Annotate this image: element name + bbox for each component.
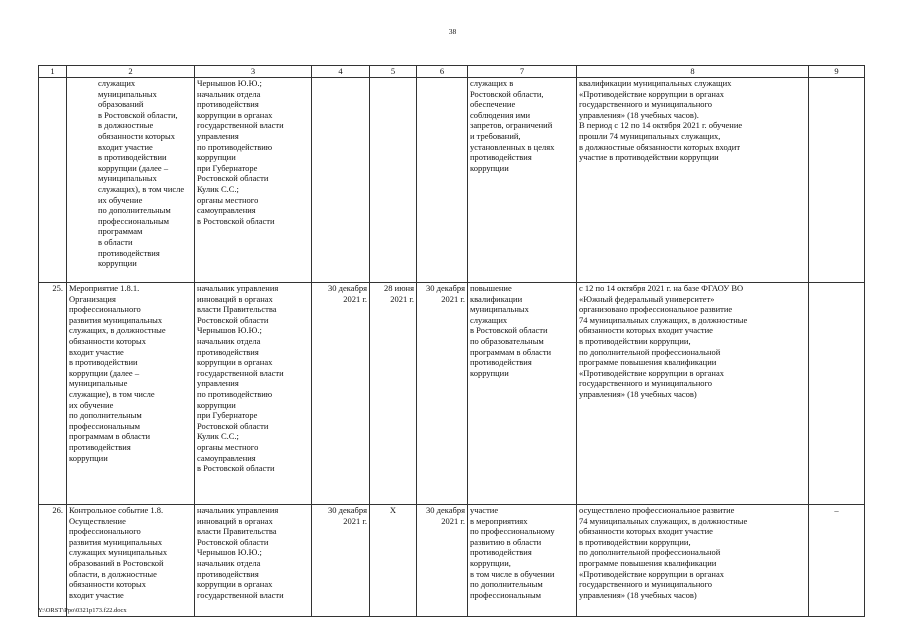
planned-date-cell: 30 декабря 2021 г. — [312, 283, 370, 505]
end-date-cell: 30 декабря 2021 г. — [417, 505, 468, 617]
column-number: 6 — [417, 66, 468, 78]
note-cell: – — [809, 505, 865, 617]
file-path-footer: Y:\ORST\Ppo\0321p173.f22.docx — [38, 607, 127, 614]
row-number-cell: 26. — [39, 505, 67, 617]
start-date-cell — [370, 78, 417, 283]
row-number-cell — [39, 78, 67, 283]
activity-cell: Контрольное событие 1.8. Осуществление профессионального развития муниципальных служащих муниципальных образований в Ростовской области, в должностные обязанности которых входит участие — [67, 505, 195, 617]
end-date-cell: 30 декабря 2021 г. — [417, 283, 468, 505]
column-number: 5 — [370, 66, 417, 78]
start-date-cell: X — [370, 505, 417, 617]
column-number: 8 — [577, 66, 809, 78]
column-number: 1 — [39, 66, 67, 78]
responsible-cell: начальник управления инноваций в органах власти Правительства Ростовской области Чернышов Ю.Ю.; начальник отдела противодействия коррупции в органах государственной власти — [195, 505, 312, 617]
activity-cell: Мероприятие 1.8.1. Организация профессионального развития муниципальных служащих, в должностные обязанности которых входит участие в противодействии коррупции (далее – муниципальные служащие), в том числе их обучение по дополнительным профессиональным программам в области противодействия коррупции — [67, 283, 195, 505]
column-number: 3 — [195, 66, 312, 78]
start-date-cell: 28 июня 2021 г. — [370, 283, 417, 505]
activity-cell: служащих муниципальных образований в Ростовской области, в должностные обязанности которых входит участие в противодействии коррупции (далее – муниципальных служащих), в том числе их обучение по дополнительным профессиональным программам в области противодействия коррупции — [67, 78, 195, 283]
actual-result-cell: с 12 по 14 октября 2021 г. на базе ФГАОУ ВО «Южный федеральный университет» организовано профессиональное развитие 74 муниципальных служащих, в должностные обязанности которых входит участие в противодействии коррупции, по дополнительной профессиональной программе повышения квалификации «Противодействие коррупции в органах государственного и муниципального управления» (18 учебных часов) — [577, 283, 809, 505]
planned-date-cell: 30 декабря 2021 г. — [312, 505, 370, 617]
end-date-cell — [417, 78, 468, 283]
table-row — [39, 78, 865, 283]
report-table — [38, 65, 865, 617]
expected-result-cell: повышение квалификации муниципальных служащих в Ростовской области по образовательным программам в области противодействия коррупции — [468, 283, 577, 505]
responsible-cell: Чернышов Ю.Ю.; начальник отдела противодействия коррупции в органах государственной власти управления по противодействию коррупции при Губернаторе Ростовской области Кулик С.С.; органы местного самоуправления в Ростовской области — [195, 78, 312, 283]
column-number-header — [39, 66, 865, 78]
table-row — [39, 505, 865, 617]
note-cell — [809, 283, 865, 505]
row-number-cell: 25. — [39, 283, 67, 505]
column-number: 4 — [312, 66, 370, 78]
actual-result-cell: осуществлено профессиональное развитие 74 муниципальных служащих, в должностные обязанности которых входит участие в противодействии коррупции, по дополнительной профессиональной программе повышения квалификации «Противодействие коррупции в органах государственного и муниципального управления» (18 учебных часов) — [577, 505, 809, 617]
expected-result-cell: участие в мероприятиях по профессиональному развитию в области противодействия коррупции, в том числе в обучении по дополнительным профессиональным — [468, 505, 577, 617]
planned-date-cell — [312, 78, 370, 283]
column-number: 9 — [809, 66, 865, 78]
expected-result-cell: служащих в Ростовской области, обеспечение соблюдения ими запретов, ограничений и требований, установленных в целях противодействия коррупции — [468, 78, 577, 283]
actual-result-cell: квалификации муниципальных служащих «Противодействие коррупции в органах государственного и муниципального управления» (18 учебных часов). В период с 12 по 14 октября 2021 г. обучение прошли 74 муниципальных служащих, в должностные обязанности которых входит участие в противодействии коррупции — [577, 78, 809, 283]
column-number: 7 — [468, 66, 577, 78]
page-number: 38 — [448, 27, 457, 36]
column-number: 2 — [67, 66, 195, 78]
table-row — [39, 283, 865, 505]
responsible-cell: начальник управления инноваций в органах власти Правительства Ростовской области Чернышов Ю.Ю.; начальник отдела противодействия коррупции в органах государственной власти управления по противодействию коррупции при Губернаторе Ростовской области Кулик С.С.; органы местного самоуправления в Ростовской области — [195, 283, 312, 505]
note-cell — [809, 78, 865, 283]
